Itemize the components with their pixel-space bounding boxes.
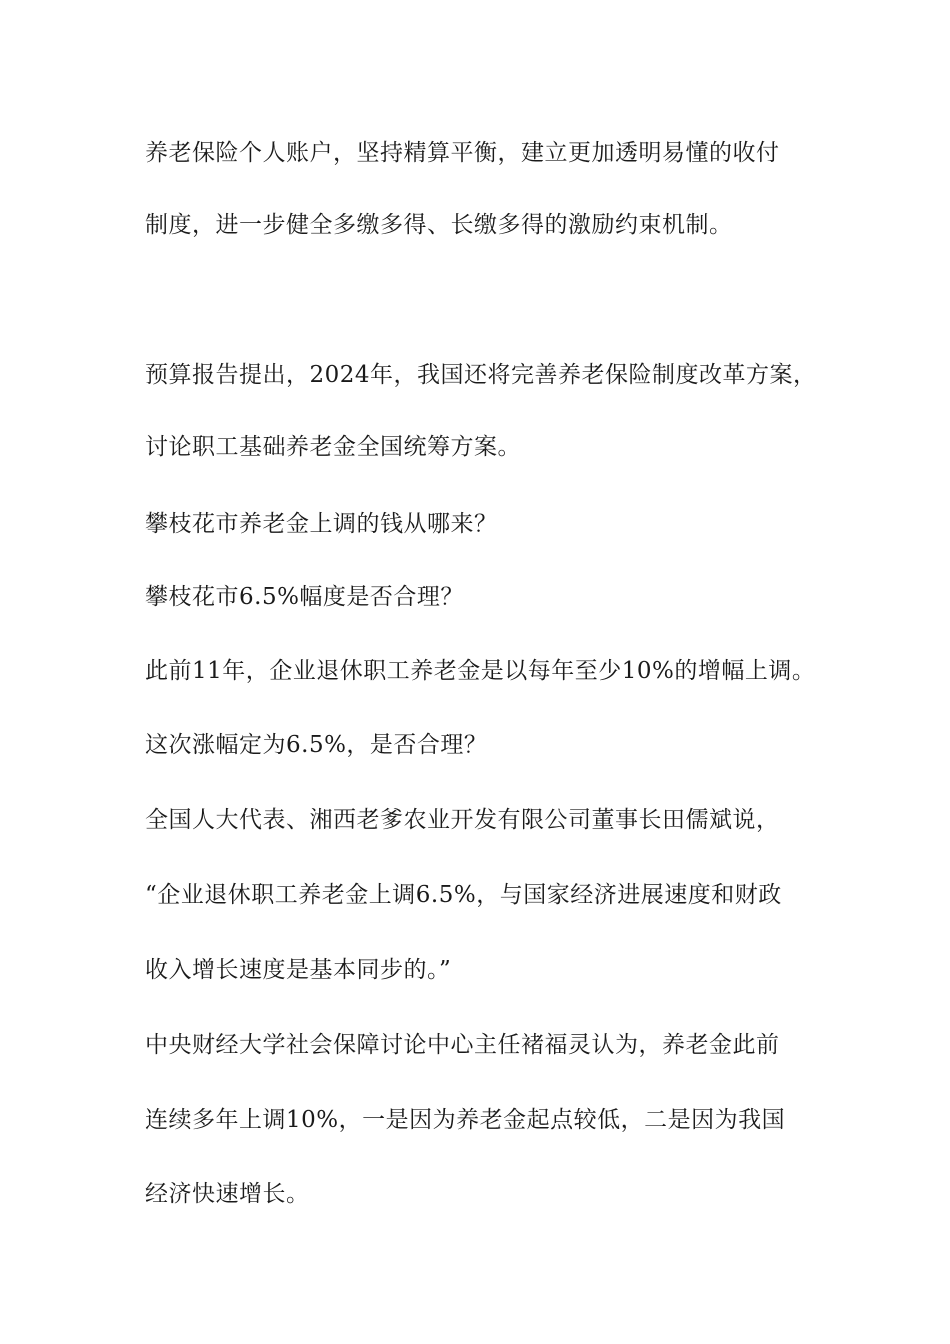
body-text-line: 中央财经大学社会保障讨论中心主任褚福灵认为，养老金此前: [145, 1032, 780, 1058]
body-text-line: 此前11年，企业退休职工养老金是以每年至少10%的增幅上调。: [145, 658, 816, 684]
body-text-line: 养老保险个人账户，坚持精算平衡，建立更加透明易懂的收付: [145, 140, 780, 166]
body-text-line: “企业退休职工养老金上调6.5%，与国家经济进展速度和财政: [145, 882, 782, 908]
body-text-line: 讨论职工基础养老金全国统筹方案。: [145, 434, 521, 460]
body-text-line: 攀枝花市养老金上调的钱从哪来？: [145, 511, 498, 537]
body-text-line: 预算报告提出，2024年，我国还将完善养老保险制度改革方案，: [145, 362, 817, 388]
body-text-line: 全国人大代表、湘西老爹农业开发有限公司董事长田儒斌说，: [145, 807, 780, 833]
body-text-line: 攀枝花市6.5%幅度是否合理？: [145, 584, 464, 610]
body-text-line: 收入增长速度是基本同步的。”: [145, 957, 452, 983]
body-text-line: 制度，进一步健全多缴多得、长缴多得的激励约束机制。: [145, 212, 733, 238]
body-text-line: 连续多年上调10%，一是因为养老金起点较低，二是因为我国: [145, 1107, 786, 1133]
body-text-line: 这次涨幅定为6.5%，是否合理？: [145, 732, 488, 758]
body-text-line: 经济快速增长。: [145, 1181, 310, 1207]
